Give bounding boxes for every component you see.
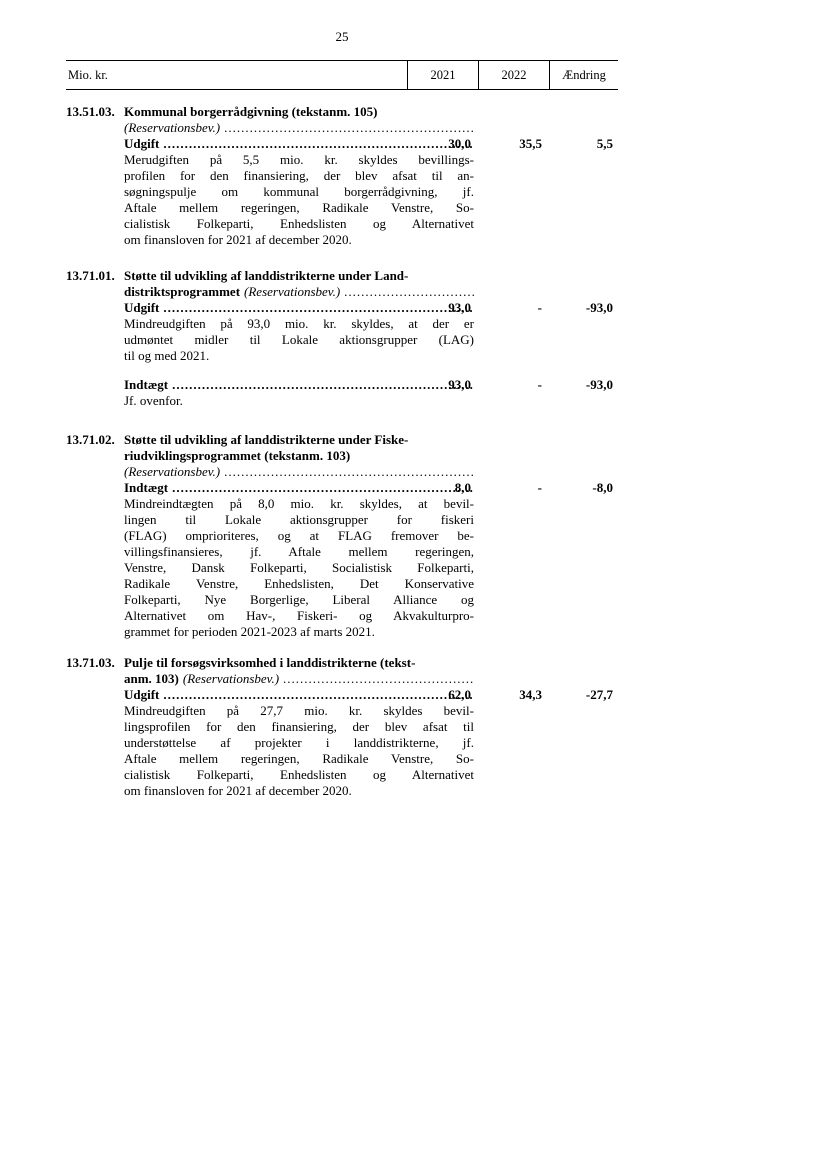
text-line: Radikale Venstre, Enhedslisten, Det Konservative	[124, 576, 474, 591]
reservation-label: (Reservationsbev.)	[182, 671, 280, 686]
text-line: Folkeparti, Nye Borgerlige, Liberal Alliance og	[124, 592, 474, 607]
reservation-label: (Reservationsbev.)	[244, 284, 341, 299]
value-change: -93,0	[585, 377, 613, 392]
amount-values	[66, 480, 618, 496]
value-2022: -	[537, 377, 542, 392]
title-reservation-line	[124, 671, 474, 687]
text-line: Alternativet om Hav-, Fiskeri- og Akvakulturpro-	[124, 608, 474, 623]
section-number: 13.71.03.	[66, 655, 115, 670]
text-line: Mindreindtægten på 8,0 mio. kr. skyldes, at bevil-	[124, 496, 474, 511]
text-line: Aftale mellem regeringen, Radikale Venstre, So-	[124, 751, 474, 766]
value-2022: -	[537, 480, 542, 495]
text-line: om finansloven for 2021 af december 2020.	[124, 232, 352, 247]
amount-label: Udgift	[124, 300, 160, 315]
text-line: Venstre, Dansk Folkeparti, Socialistisk Folkeparti,	[124, 560, 474, 575]
value-2022: -	[537, 300, 542, 315]
text-line: til og med 2021.	[124, 348, 210, 363]
reservation-label: (Reservationsbev.)	[124, 120, 221, 135]
section-title-cont: anm. 103)	[124, 671, 179, 686]
text-line: søgningspulje om kommunal borgerrådgivning, jf.	[124, 184, 474, 199]
reservation-line	[124, 120, 474, 136]
reservation-label: (Reservationsbev.)	[124, 464, 221, 479]
value-change: -93,0	[585, 300, 613, 315]
text-line: cialistisk Folkeparti, Enhedslisten og Alternativet	[124, 767, 474, 782]
value-2022: 35,5	[519, 136, 542, 151]
explanation-text	[124, 152, 474, 248]
section-title: Støtte til udvikling af landdistrikterne under Fiske-	[124, 432, 409, 447]
text-line: villingsfinansieres, jf. Aftale mellem regeringen,	[124, 544, 474, 559]
amount-label: Udgift	[124, 687, 160, 702]
amount-values	[66, 300, 618, 316]
text-line: Mindreudgiften på 27,7 mio. kr. skyldes bevil-	[124, 703, 474, 718]
text-line: grammet for perioden 2021-2023 af marts 2021.	[124, 624, 375, 639]
dot-leader	[340, 284, 474, 300]
section-title: Pulje til forsøgsvirksomhed i landdistrikterne (tekst-	[124, 655, 416, 670]
explanation-text	[124, 496, 474, 640]
amount-values	[66, 136, 618, 152]
col-change-header: Ændring	[562, 68, 606, 82]
value-change: 5,5	[596, 136, 613, 151]
text-line: Mindreudgiften på 93,0 mio. kr. skyldes, at der er	[124, 316, 474, 331]
section-body	[124, 104, 474, 248]
section-number: 13.51.03.	[66, 104, 115, 119]
col-2022-header: 2022	[501, 68, 527, 82]
reservation-line	[124, 464, 474, 480]
text-line: udmøntet midler til Lokale aktionsgrupper (LAG)	[124, 332, 474, 347]
section-title-cont: distriktsprogrammet	[124, 284, 241, 299]
amount-values	[66, 377, 618, 393]
value-2022: 34,3	[519, 687, 542, 702]
section-title: Kommunal borgerrådgivning (tekstanm. 105)	[124, 104, 378, 119]
text-line: (FLAG) omprioriteres, og at FLAG fremover be-	[124, 528, 474, 543]
text-line: lingsprofilen for den finansiering, der blev afsat til	[124, 719, 474, 734]
value-2021: 62,0	[448, 687, 471, 702]
value-2021: 8,0	[454, 480, 471, 495]
title-reservation-line	[124, 284, 474, 300]
value-change: -27,7	[585, 687, 613, 702]
text-line: lingen til Lokale aktionsgrupper for fiskeri	[124, 512, 474, 527]
text-line: understøttelse af projekter i landdistrikterne, jf.	[124, 735, 474, 750]
amount-label: Indtægt	[124, 377, 169, 392]
value-2021: 30,0	[448, 136, 471, 151]
section-body	[124, 432, 474, 640]
section-title-cont: riudviklingsprogrammet (tekstanm. 103)	[124, 448, 351, 463]
section-body	[124, 655, 474, 799]
section-number: 13.71.01.	[66, 268, 115, 283]
value-2021: 93,0	[448, 300, 471, 315]
explanation-text: Jf. ovenfor.	[124, 393, 183, 408]
value-2021: 93,0	[448, 377, 471, 392]
amount-label: Indtægt	[124, 480, 169, 495]
amount-label: Udgift	[124, 136, 160, 151]
section-number: 13.71.02.	[66, 432, 115, 447]
amount-values	[66, 687, 618, 703]
explanation-text	[124, 316, 474, 364]
dot-leader	[279, 671, 474, 687]
text-line: Aftale mellem regeringen, Radikale Venstre, So-	[124, 200, 474, 215]
unit-label: Mio. kr.	[68, 68, 108, 82]
table-header	[66, 60, 618, 90]
text-line: cialistisk Folkeparti, Enhedslisten og Alternativet	[124, 216, 474, 231]
text-line: Merudgiften på 5,5 mio. kr. skyldes bevillings-	[124, 152, 474, 167]
dot-leader	[220, 120, 474, 136]
page-number: 25	[335, 29, 349, 44]
text-line: om finansloven for 2021 af december 2020.	[124, 783, 352, 798]
section-title: Støtte til udvikling af landdistrikterne under Land-	[124, 268, 409, 283]
col-2021-header: 2021	[430, 68, 456, 82]
value-change: -8,0	[592, 480, 613, 495]
explanation-text	[124, 703, 474, 799]
dot-leader	[220, 464, 474, 480]
text-line: profilen for den finansiering, der blev afsat til an-	[124, 168, 474, 183]
